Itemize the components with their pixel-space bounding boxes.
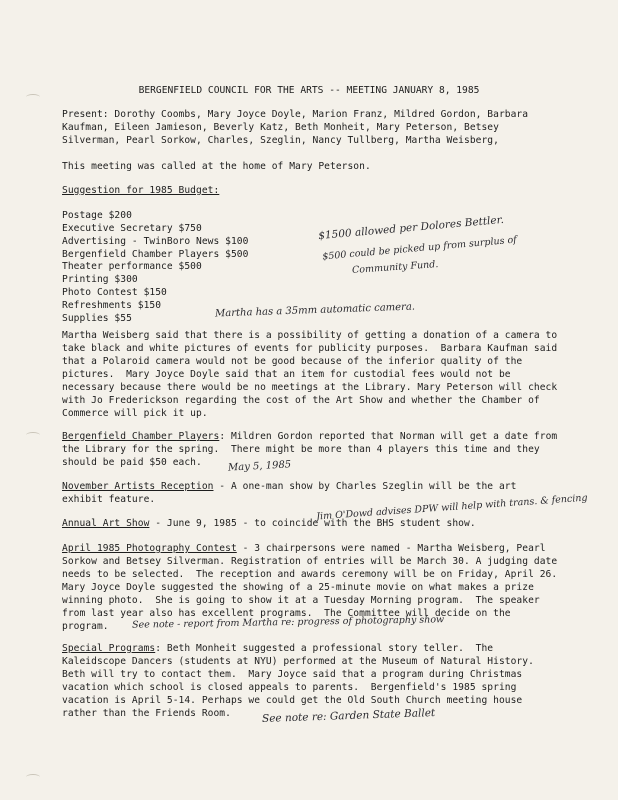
paragraph-line: winning photo. She is going to show it at a Tuesday Morning program. The speaker [62, 595, 540, 606]
punch-hole-mark [26, 432, 40, 438]
paragraph-line: Martha Weisberg said that there is a possibility of getting a donation of a camera to [62, 330, 558, 341]
paragraph-line: necessary because there would be no meetings at the Library. Mary Peterson will check [62, 382, 558, 393]
budget-item: Bergenfield Chamber Players $500 [62, 249, 249, 260]
paragraph-line: pictures. Mary Joyce Doyle said that an item for custodial fees would not be [62, 369, 511, 380]
handwritten-camera-note: Martha has a 35mm automatic camera. [214, 301, 416, 320]
special-programs-line [62, 643, 493, 655]
paragraph-line: needs to be selected. The reception and awards ceremony will be on Friday, April 26. [62, 569, 558, 580]
paragraph-line: program. [62, 621, 109, 632]
handwritten-photo-note: See note - report from Martha re: progress of photography show [131, 614, 445, 631]
budget-item: Postage $200 [62, 210, 132, 221]
chamber-players-text: : Mildren Gordon reported that Norman will get a date from [219, 431, 558, 442]
paragraph-line: exhibit feature. [62, 494, 156, 505]
attendees-line: Present: Dorothy Coombs, Mary Joyce Doyle, Marion Franz, Mildred Gordon, Barbara [62, 109, 529, 120]
november-reception-text: - A one-man show by Charles Szeglin will be the art [213, 481, 517, 492]
paragraph-line: take black and white pictures of events for publicity purposes. Barbara Kaufman said [62, 343, 558, 354]
paragraph-line: Mary Joyce Doyle suggested the showing of a 25-minute movie on what makes a prize [62, 582, 534, 593]
attendees-line: Kaufman, Eileen Jamieson, Beverly Katz, Beth Monheit, Mary Peterson, Betsey [62, 122, 499, 133]
budget-item: Refreshments $150 [62, 300, 162, 311]
paragraph-line: the Library for the spring. There might be more than 4 players this time and they [62, 444, 540, 455]
photo-contest-heading: April 1985 Photography Contest [62, 543, 237, 554]
paragraph-line: from last year also has excellent programs. The Committee will decide on the [62, 608, 511, 619]
paragraph-line: rather than the Friends Room. [62, 708, 231, 719]
chamber-players-line [62, 431, 557, 443]
handwritten-art-show-note: Jim O'Dowd advises DPW will help with trans. & fencing [315, 492, 588, 523]
paragraph-line: that a Polaroid camera would not be good because of the inferior quality of the [62, 356, 523, 367]
handwritten-chamber-date: May 5, 1985 [227, 459, 292, 474]
paragraph-line: should be paid $50 each. [62, 457, 202, 468]
budget-item: Printing $300 [62, 274, 138, 285]
handwritten-special-note: See note re: Garden State Ballet [261, 706, 436, 726]
paragraph-line: vacation is April 5-14. Perhaps we could get the Old South Church meeting house [62, 695, 523, 706]
art-show-heading: Annual Art Show [62, 518, 150, 529]
paragraph-line: Commerce will pick it up. [62, 408, 208, 419]
punch-hole-mark [26, 774, 40, 780]
document-title: BERGENFIELD COUNCIL FOR THE ARTS -- MEETING JANUARY 8, 1985 [138, 85, 480, 96]
paragraph-line: Sorkow and Betsey Silverman. Registration of entries will be March 30. A judging date [62, 556, 558, 567]
art-show-line [62, 518, 476, 530]
special-programs-text: : Beth Monheit suggested a professional story teller. The [155, 643, 494, 654]
budget-heading: Suggestion for 1985 Budget: [62, 185, 220, 196]
photo-contest-text: - 3 chairpersons were named - Martha Weisberg, Pearl [236, 543, 546, 554]
budget-item: Supplies $55 [62, 313, 132, 324]
special-programs-heading: Special Programs [62, 643, 156, 654]
budget-item: Executive Secretary $750 [62, 223, 202, 234]
handwritten-budget-note: $1500 allowed per Dolores Bettler. [317, 213, 505, 243]
chamber-players-heading: Bergenfield Chamber Players [62, 431, 220, 442]
budget-item: Advertising - TwinBoro News $100 [62, 236, 249, 247]
art-show-text: - June 9, 1985 - to coincide with the BHS student show. [149, 518, 476, 529]
november-reception-heading: November Artists Reception [62, 481, 214, 492]
paragraph-line: Beth will try to contact them. Mary Joyce said that a program during Christmas [62, 669, 523, 680]
handwritten-budget-note: Community Fund. [351, 258, 439, 277]
budget-item: Photo Contest $150 [62, 287, 167, 298]
handwritten-budget-note: $500 could be picked up from surplus of [321, 234, 518, 263]
paragraph-line: Kaleidscope Dancers (students at NYU) performed at the Museum of Natural History. [62, 656, 534, 667]
paragraph-line: with Jo Frederickson regarding the cost of the Art Show and whether the Chamber of [62, 395, 540, 406]
meeting-location: This meeting was called at the home of Mary Peterson. [62, 161, 371, 172]
photo-contest-line [62, 543, 546, 555]
attendees-line: Silverman, Pearl Sorkow, Charles, Szeglin, Nancy Tullberg, Martha Weisberg, [62, 135, 499, 146]
paragraph-line: vacation which school is closed appeals to parents. Bergenfield's 1985 spring [62, 682, 517, 693]
november-reception-line [62, 481, 516, 493]
budget-item: Theater performance $500 [62, 261, 202, 272]
